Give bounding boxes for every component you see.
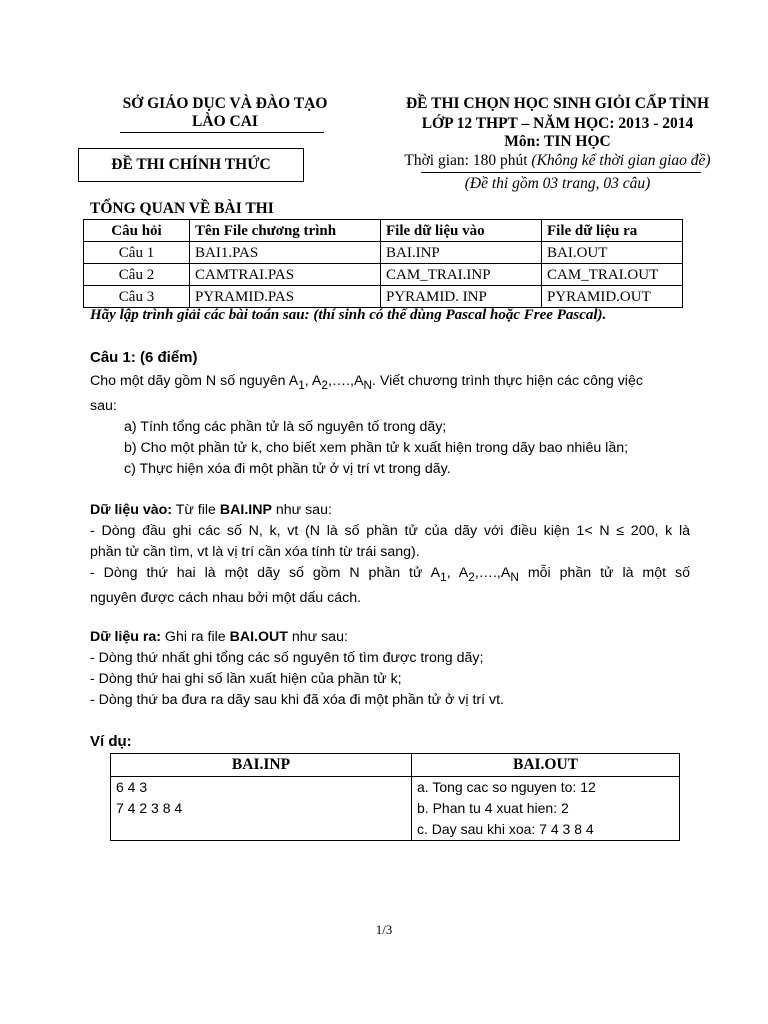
table-cell: CAM_TRAI.INP: [381, 264, 542, 286]
question-intro: [90, 371, 690, 480]
question-intro-line: sau:: [90, 397, 117, 414]
example-table: [110, 753, 680, 841]
subscript: N: [510, 569, 519, 584]
input-text: , A: [446, 565, 469, 581]
column-header: File dữ liệu vào: [381, 220, 542, 242]
intro-text: ,….,A: [327, 373, 364, 389]
province-name: LÀO CAI: [192, 113, 258, 130]
official-exam-box: ĐỀ THI CHÍNH THỨC: [78, 148, 304, 182]
subscript: 2: [468, 569, 475, 584]
output-text: như sau:: [287, 629, 348, 645]
table-row: [111, 777, 680, 841]
table-cell: Câu 3: [84, 286, 190, 308]
exam-time-text: Thời gian: 180 phút: [404, 152, 532, 169]
exam-class-year: LỚP 12 THPT – NĂM HỌC: 2013 - 2014: [421, 115, 694, 132]
task-item: b) Cho một phần tử k, cho biết xem phần tử k xuất hiện trong dãy bao nhiêu lần;: [124, 439, 629, 456]
subscript: 1: [440, 569, 447, 584]
output-line: - Dòng thứ ba đưa ra dãy sau khi đã xóa đi một phần tử ở vị trí vt.: [90, 692, 504, 708]
input-text: như sau:: [271, 502, 332, 518]
output-line: - Dòng thứ nhất ghi tổng các số nguyên tố tìm được trong dãy;: [90, 650, 484, 666]
input-text: mỗi phần tử là một số: [518, 565, 690, 581]
intro-text: , A: [304, 373, 322, 389]
example-output-line: a. Tong cac so nguyen to: 12: [417, 779, 596, 795]
exam-subject: Môn: TIN HỌC: [504, 133, 611, 150]
output-label: Dữ liệu ra:: [90, 629, 161, 645]
column-header: Câu hỏi: [84, 220, 190, 242]
department-name: SỞ GIÁO DỤC VÀ ĐÀO TẠO: [122, 95, 328, 112]
table-cell: BAI1.PAS: [190, 242, 381, 264]
subscript: 2: [321, 377, 328, 392]
table-cell: PYRAMID. INP: [381, 286, 542, 308]
header-left-rule: [120, 132, 324, 133]
table-cell: BAI.OUT: [542, 242, 683, 264]
input-heading: [90, 500, 690, 521]
column-header: Tên File chương trình: [190, 220, 381, 242]
example-label: Ví dụ:: [90, 733, 132, 750]
input-line: [90, 563, 690, 588]
input-file-name: BAI.INP: [219, 502, 272, 518]
table-header-row: [84, 220, 683, 242]
task-item: c) Thực hiện xóa đi một phần tử ở vị trí vt trong dãy.: [124, 460, 451, 477]
pages-note: (Đề thi gồm 03 trang, 03 câu): [464, 175, 651, 192]
exam-time-note: (Không kể thời gian giao đề): [531, 152, 711, 169]
output-file-name: BAI.OUT: [229, 629, 288, 645]
subscript: 1: [298, 377, 305, 392]
column-header: File dữ liệu ra: [542, 220, 683, 242]
column-header: BAI.OUT: [412, 754, 680, 777]
intro-text: Cho một dãy gồm N số nguyên A: [90, 373, 299, 389]
header-right-rule: [421, 172, 701, 173]
output-text: Ghi ra file: [160, 629, 230, 645]
page-number: 1/3: [375, 922, 393, 937]
table-row: [84, 286, 683, 308]
example-input-line: 6 4 3: [116, 779, 148, 795]
table-cell: Câu 2: [84, 264, 190, 286]
input-text: Từ file: [172, 502, 220, 518]
subscript: N: [363, 377, 372, 392]
table-cell: PYRAMID.PAS: [190, 286, 381, 308]
table-cell: PYRAMID.OUT: [542, 286, 683, 308]
input-line: phần tử cần tìm, vt là vị trí cần xóa tính từ trái sang).: [90, 544, 420, 560]
intro-text: . Viết chương trình thực hiện các công việc: [372, 373, 643, 389]
overview-table: [83, 219, 683, 308]
question-intro-line: [90, 371, 690, 396]
table-cell: BAI.INP: [381, 242, 542, 264]
table-cell: CAMTRAI.PAS: [190, 264, 381, 286]
input-text: - Dòng thứ hai là một dãy số gồm N phần tử A: [90, 565, 441, 581]
exam-time: [365, 152, 750, 170]
input-section: [90, 500, 690, 609]
exam-title: ĐỀ THI CHỌN HỌC SINH GIỎI CẤP TỈNH: [405, 95, 710, 112]
table-row: [84, 264, 683, 286]
example-output-line: b. Phan tu 4 xuat hien: 2: [417, 800, 569, 816]
example-input-cell: [111, 777, 412, 841]
output-heading: [90, 627, 690, 648]
output-line: - Dòng thứ hai ghi số lần xuất hiện của phần tử k;: [90, 671, 402, 687]
table-row: [84, 242, 683, 264]
task-item: a) Tính tổng các phần tử là số nguyên tố trong dãy;: [124, 418, 447, 435]
instruction-text: Hãy lập trình giải các bài toán sau: (thí sinh có thể dùng Pascal hoặc Free Pascal).: [90, 307, 607, 323]
table-cell: Câu 1: [84, 242, 190, 264]
example-output-line: c. Day sau khi xoa: 7 4 3 8 4: [417, 821, 594, 837]
example-input-line: 7 4 2 3 8 4: [116, 800, 183, 816]
input-line: nguyên được cách nhau bởi một dấu cách.: [90, 589, 362, 606]
input-label: Dữ liệu vào:: [90, 502, 173, 518]
overview-title: TỔNG QUAN VỀ BÀI THI: [90, 200, 274, 217]
table-header-row: [111, 754, 680, 777]
input-line: - Dòng đầu ghi các số N, k, vt (N là số phần tử của dãy với điều kiện 1< N ≤ 200, k là: [90, 523, 690, 539]
question-heading: Câu 1: (6 điểm): [90, 349, 198, 366]
input-text: ,….,A: [474, 565, 511, 581]
example-output-cell: [412, 777, 680, 841]
output-section: [90, 627, 690, 711]
table-cell: CAM_TRAI.OUT: [542, 264, 683, 286]
column-header: BAI.INP: [111, 754, 412, 777]
